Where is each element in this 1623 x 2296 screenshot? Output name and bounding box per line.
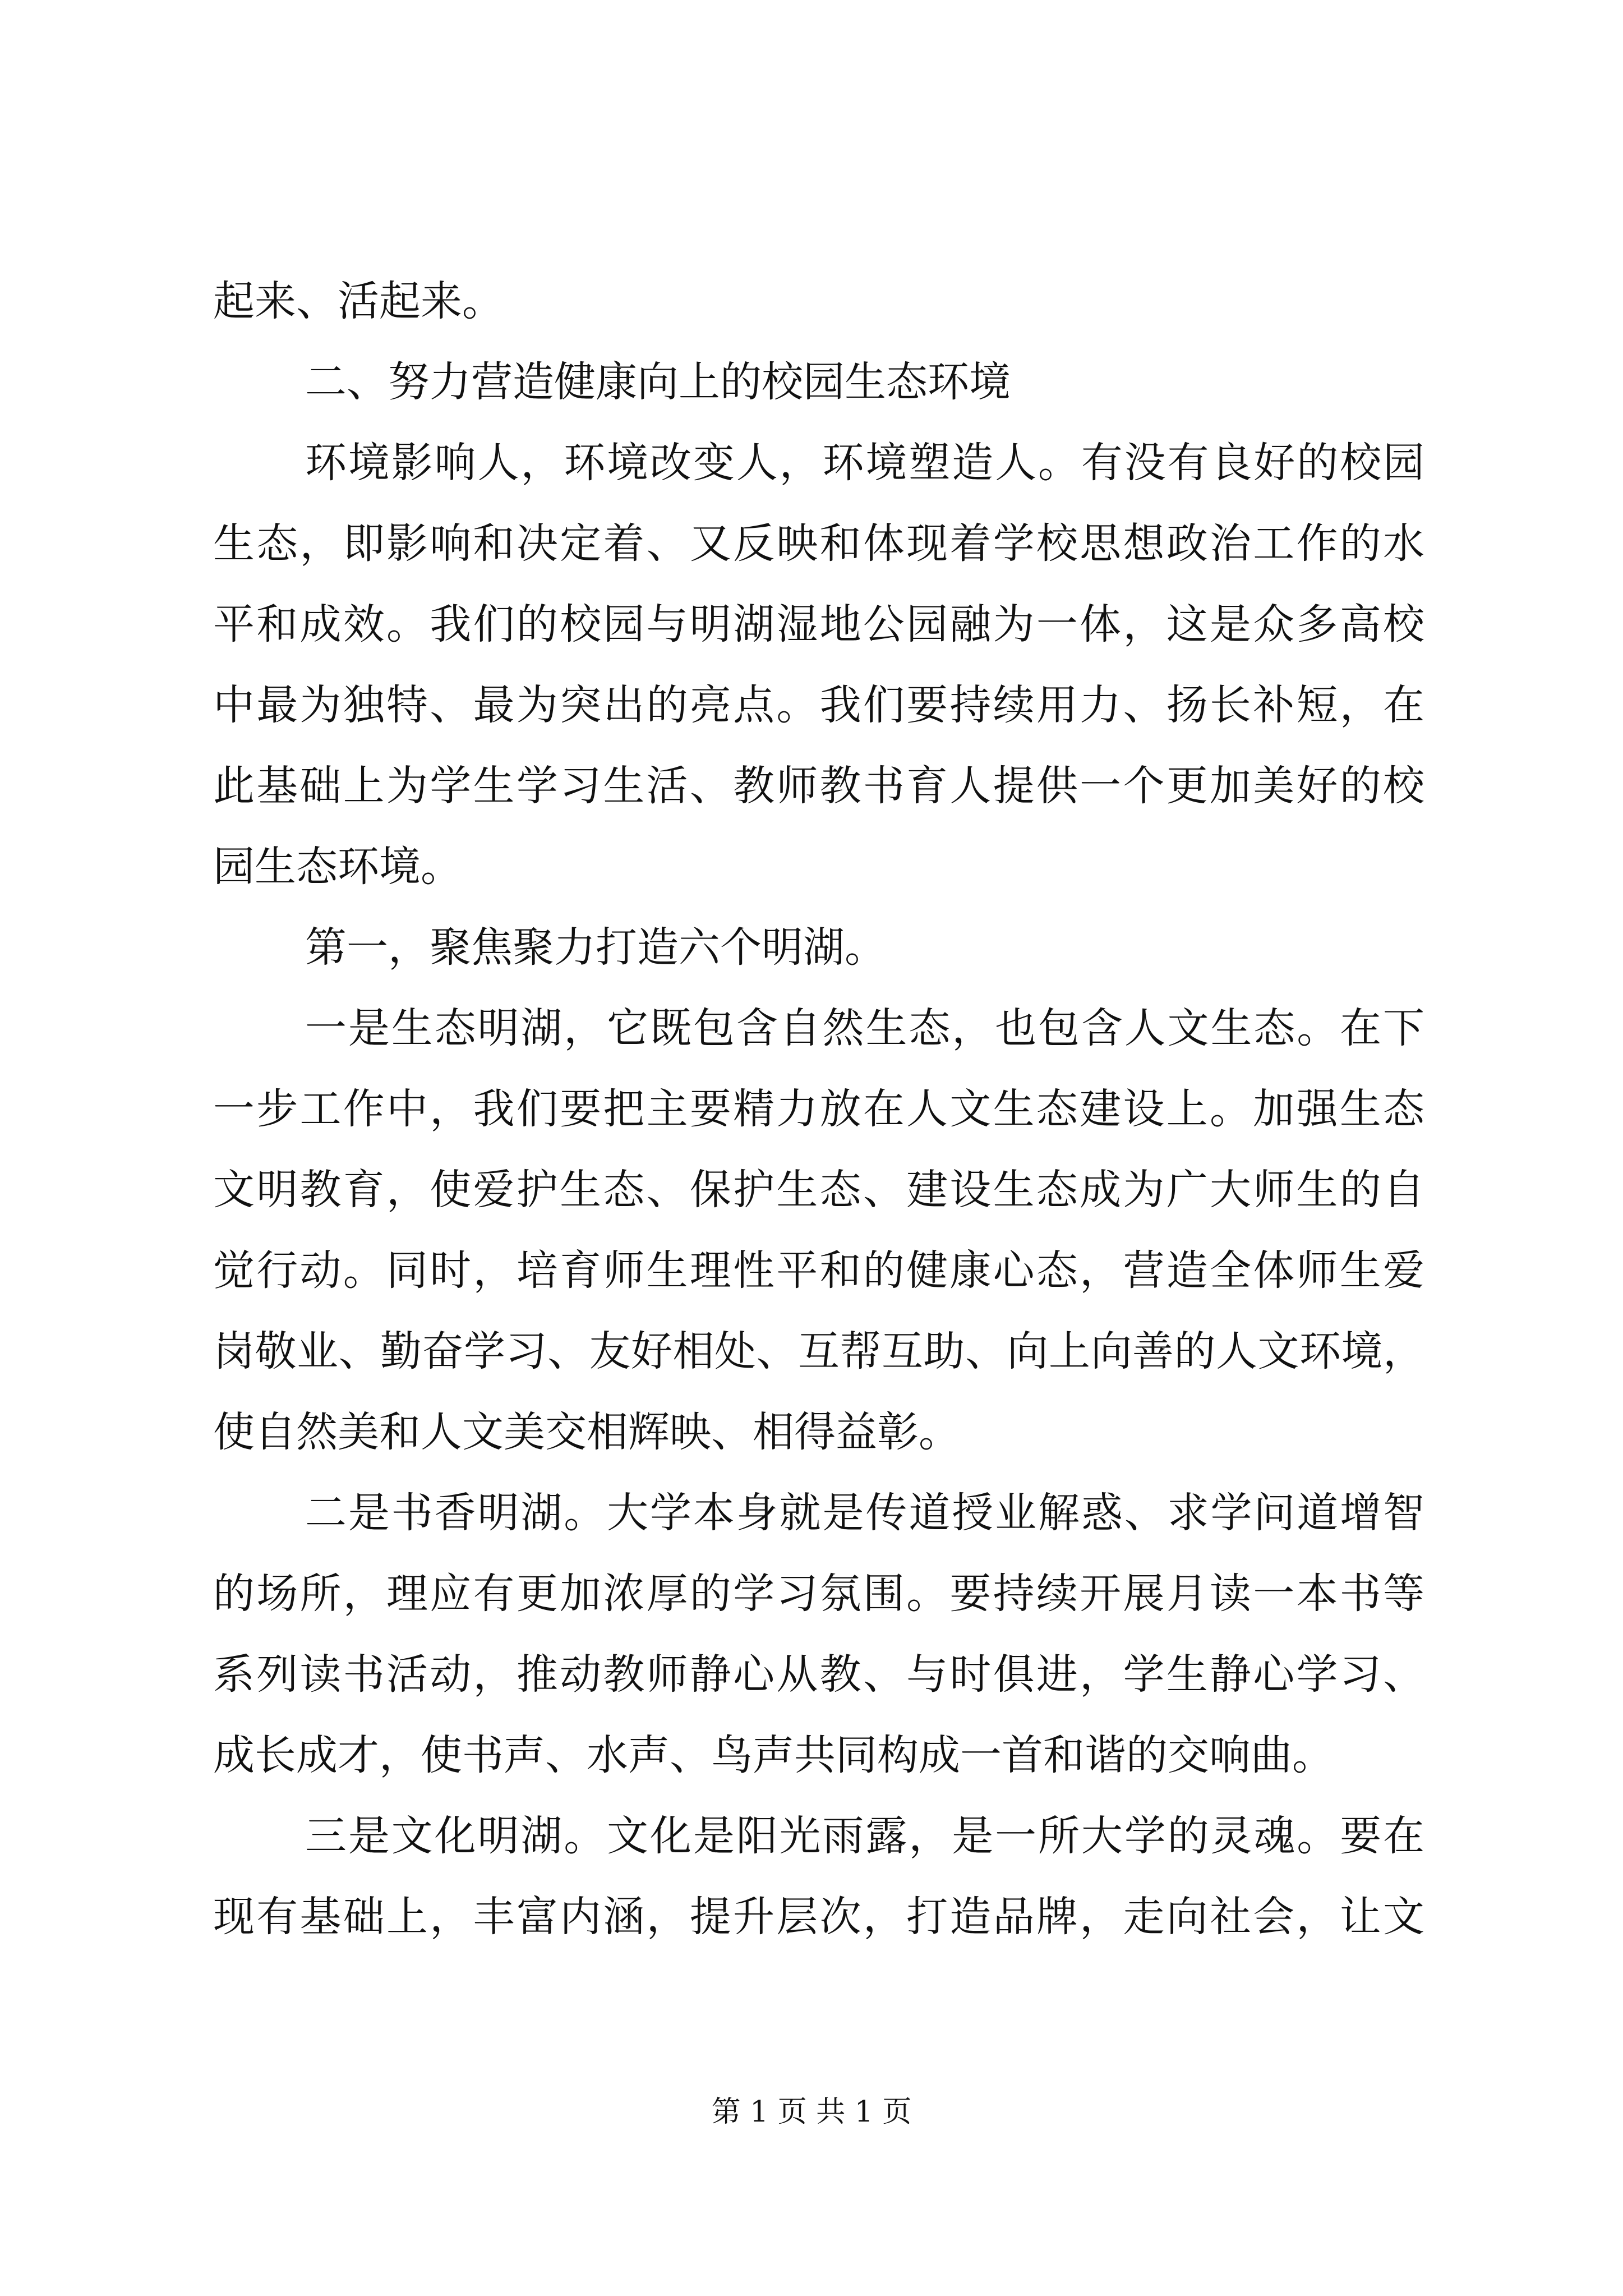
text-line: 成长成才，使书声、水声、鸟声共同构成一首和谐的交响曲。 xyxy=(213,1731,1334,1779)
text-line: 环境影响人，环境改变人，环境塑造人。有没有良好的校园 xyxy=(305,439,1424,487)
text-line: 三是文化明湖。文化是阳光雨露，是一所大学的灵魂。要在 xyxy=(305,1812,1424,1860)
text-line: 起来、活起来。 xyxy=(213,277,504,325)
page-footer: 第 1 页 共 1 页 xyxy=(711,2095,912,2129)
text-line: 此基础上为学生学习生活、教师教书育人提供一个更加美好的校 xyxy=(213,762,1424,810)
text-line: 一步工作中，我们要把主要精力放在人文生态建设上。加强生态 xyxy=(213,1085,1424,1133)
text-line: 文明教育，使爱护生态、保护生态、建设生态成为广大师生的自 xyxy=(213,1166,1424,1214)
text-line: 二是书香明湖。大学本身就是传道授业解惑、求学问道增智 xyxy=(305,1489,1424,1537)
text-line: 岗敬业、勤奋学习、友好相处、互帮互助、向上向善的人文环境， xyxy=(213,1327,1424,1375)
section-heading: 二、努力营造健康向上的校园生态环境 xyxy=(305,358,1011,406)
text-line: 一是生态明湖，它既包含自然生态，也包含人文生态。在下 xyxy=(305,1004,1424,1052)
text-line: 生态，即影响和决定着、又反映和体现着学校思想政治工作的水 xyxy=(213,519,1424,568)
document-body xyxy=(213,261,1424,1957)
text-line: 觉行动。同时，培育师生理性平和的健康心态，营造全体师生爱 xyxy=(213,1246,1424,1295)
text-line: 现有基础上，丰富内涵，提升层次，打造品牌，走向社会，让文 xyxy=(213,1893,1424,1941)
text-line: 平和成效。我们的校园与明湖湿地公园融为一体，这是众多高校 xyxy=(213,600,1424,648)
subsection-heading: 第一，聚焦聚力打造六个明湖。 xyxy=(305,923,886,972)
text-line: 的场所，理应有更加浓厚的学习氛围。要持续开展月读一本书等 xyxy=(213,1570,1424,1618)
text-line: 使自然美和人文美交相辉映、相得益彰。 xyxy=(213,1408,960,1456)
text-line: 中最为独特、最为突出的亮点。我们要持续用力、扬长补短，在 xyxy=(213,681,1424,729)
text-line: 园生态环境。 xyxy=(213,843,462,891)
text-line: 系列读书活动，推动教师静心从教、与时俱进，学生静心学习、 xyxy=(213,1650,1424,1699)
